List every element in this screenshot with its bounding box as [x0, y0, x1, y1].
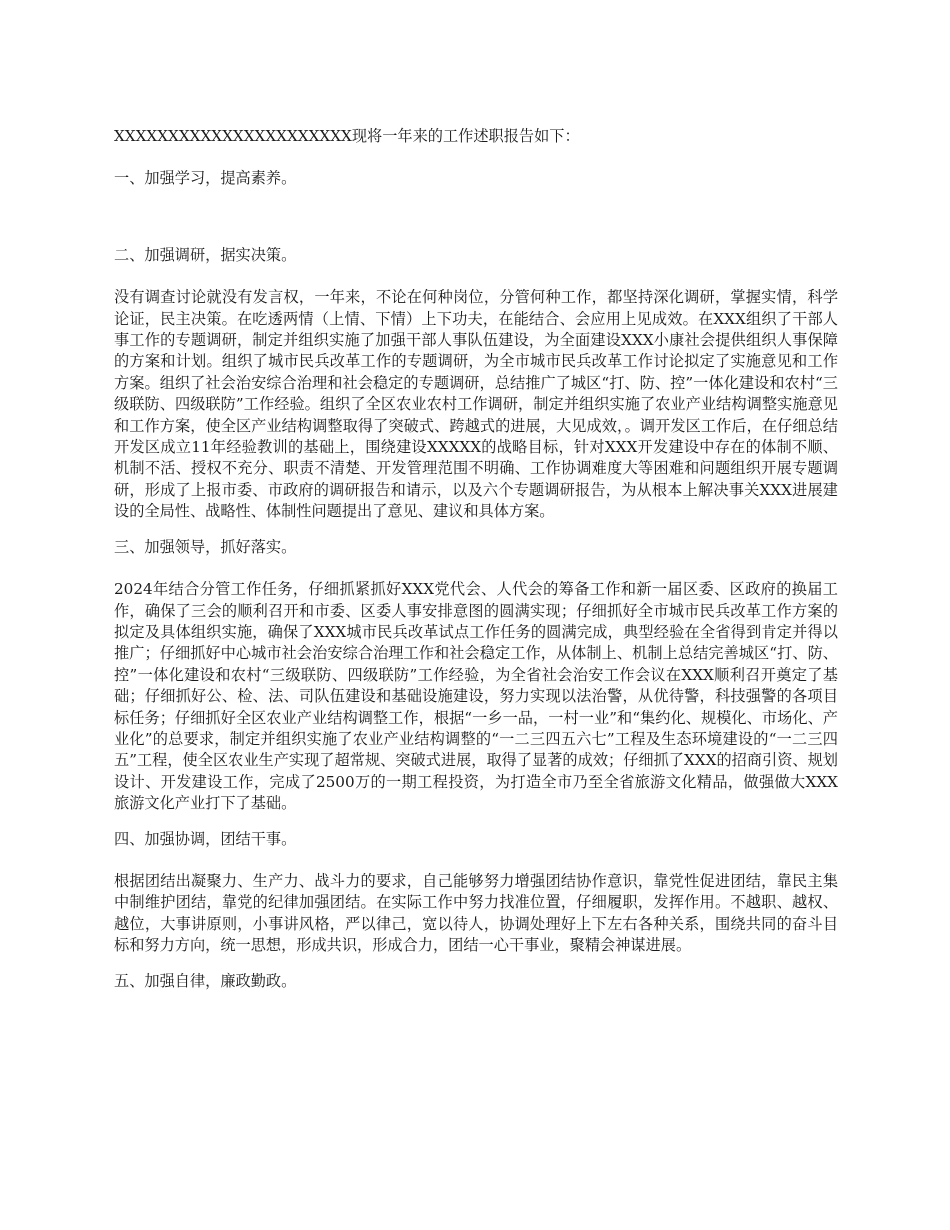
spacer	[114, 190, 838, 245]
section-2-heading: 二、加强调研，据实决策。	[114, 245, 297, 264]
intro-line: XXXXXXXXXXXXXXXXXXXXXX现将一年来的工作述职报告如下：	[114, 127, 580, 145]
spacer	[114, 815, 838, 829]
section-3-heading: 三、加强领导，抓好落实。	[114, 537, 297, 556]
spacer	[114, 266, 838, 287]
section-2-body: 没有调查讨论就没有发言权，一年来，不论在何种岗位，分管何种工作，都坚持深化调研，掌握实情，科学论证，民主决策。在吃透两情（上情、下情）上下功夫，在能结合、会应用上见成效。在XXX组织了干部人事工作的专题调研，制定并组织实施了加强干部人事队伍建设，为全面建设XXX小康社会提供组织人事保障的方案和计划。组织了城市民兵改革工作的专题调研，为全市城市民兵改革工作讨论拟定了实施意见和工作方案。组织了社会治安综合治理和社会稳定的专题调研，总结推广了城区“打、防、控”一体化建设和农村“三级联防、四级联防”工作经验。组织了全区农业农村工作调研，制定并组织实施了农业产业结构调整实施意见和工作方案，使全区产业结构调整取得了突破式、跨越式的进展，大见成效，。调开发区工作后，在仔细总结开发区成立11年经验教训的基础上，围绕建设XXXXX的战略目标，针对XXX开发建设中存在的体制不顺、机制不活、授权不充分、职责不清楚、开发管理范围不明确、工作协调难度大等困难和问题组织开展专题调研，形成了上报市委、市政府的调研报告和请示，以及六个专题调研报告，为从根本上解决事关XXX进展建设的全局性、战略性、体制性问题提出了意见、建议和具体方案。	[114, 288, 838, 521]
section-3-body: 2024年结合分管工作任务，仔细抓紧抓好XXX党代会、人代会的筹备工作和新一届区委、区政府的换届工作，确保了三会的顺利召开和市委、区委人事安排意图的圆满实现；仔细抓好全市城市民兵改革工作方案的拟定及具体组织实施，确保了XXX城市民兵改革试点工作任务的圆满完成，典型经验在全省得到肯定并得以推广；仔细抓好中心城市社会治安综合治理工作和社会稳定工作，从体制上、机制上总结完善城区“打、防、控”一体化建设和农村“三级联防、四级联防”工作经验，为全省社会治安工作会议在XXX顺利召开奠定了基础；仔细抓好公、检、法、司队伍建设和基础设施建设，努力实现以法治警，从优待警，科技强警的各项目标任务；仔细抓好全区农业产业结构调整工作，根据“一乡一品，一村一业”和“集约化、规模化、市场化、产业化”的总要求，制定并组织实施了农业产业结构调整的“一二三四五六七”工程及生态环境建设的“一二三四五”工程，使全区农业生产实现了超常规、突破式进展，取得了显著的成效；仔细抓了XXX的招商引资、规划设计、开发建设工作，完成了2500万的一期工程投资，为打造全市乃至全省旅游文化精品，做强做大XXX旅游文化产业打下了基础。	[114, 580, 838, 813]
spacer	[114, 850, 838, 871]
document-page	[114, 126, 838, 992]
spacer	[114, 957, 838, 971]
spacer	[114, 523, 838, 537]
spacer	[114, 147, 838, 168]
section-4-body: 根据团结出凝聚力、生产力、战斗力的要求，自己能够努力增强团结协作意识，靠党性促进团结，靠民主集中制维护团结，靠党的纪律加强团结。在实际工作中努力找准位置，仔细履职，发挥作用。不越职、越权、越位，大事讲原则，小事讲风格，严以律己，宽以待人，协调处理好上下左右各种关系，围绕共同的奋斗目标和努力方向，统一思想，形成共识，形成合力，团结一心干事业，聚精会神谋进展。	[114, 871, 838, 955]
spacer	[114, 558, 838, 579]
section-4-heading: 四、加强协调，团结干事。	[114, 829, 297, 848]
section-1-heading: 一、加强学习，提高素养。	[114, 169, 297, 188]
section-5-heading: 五、加强自律，廉政勤政。	[114, 971, 297, 990]
